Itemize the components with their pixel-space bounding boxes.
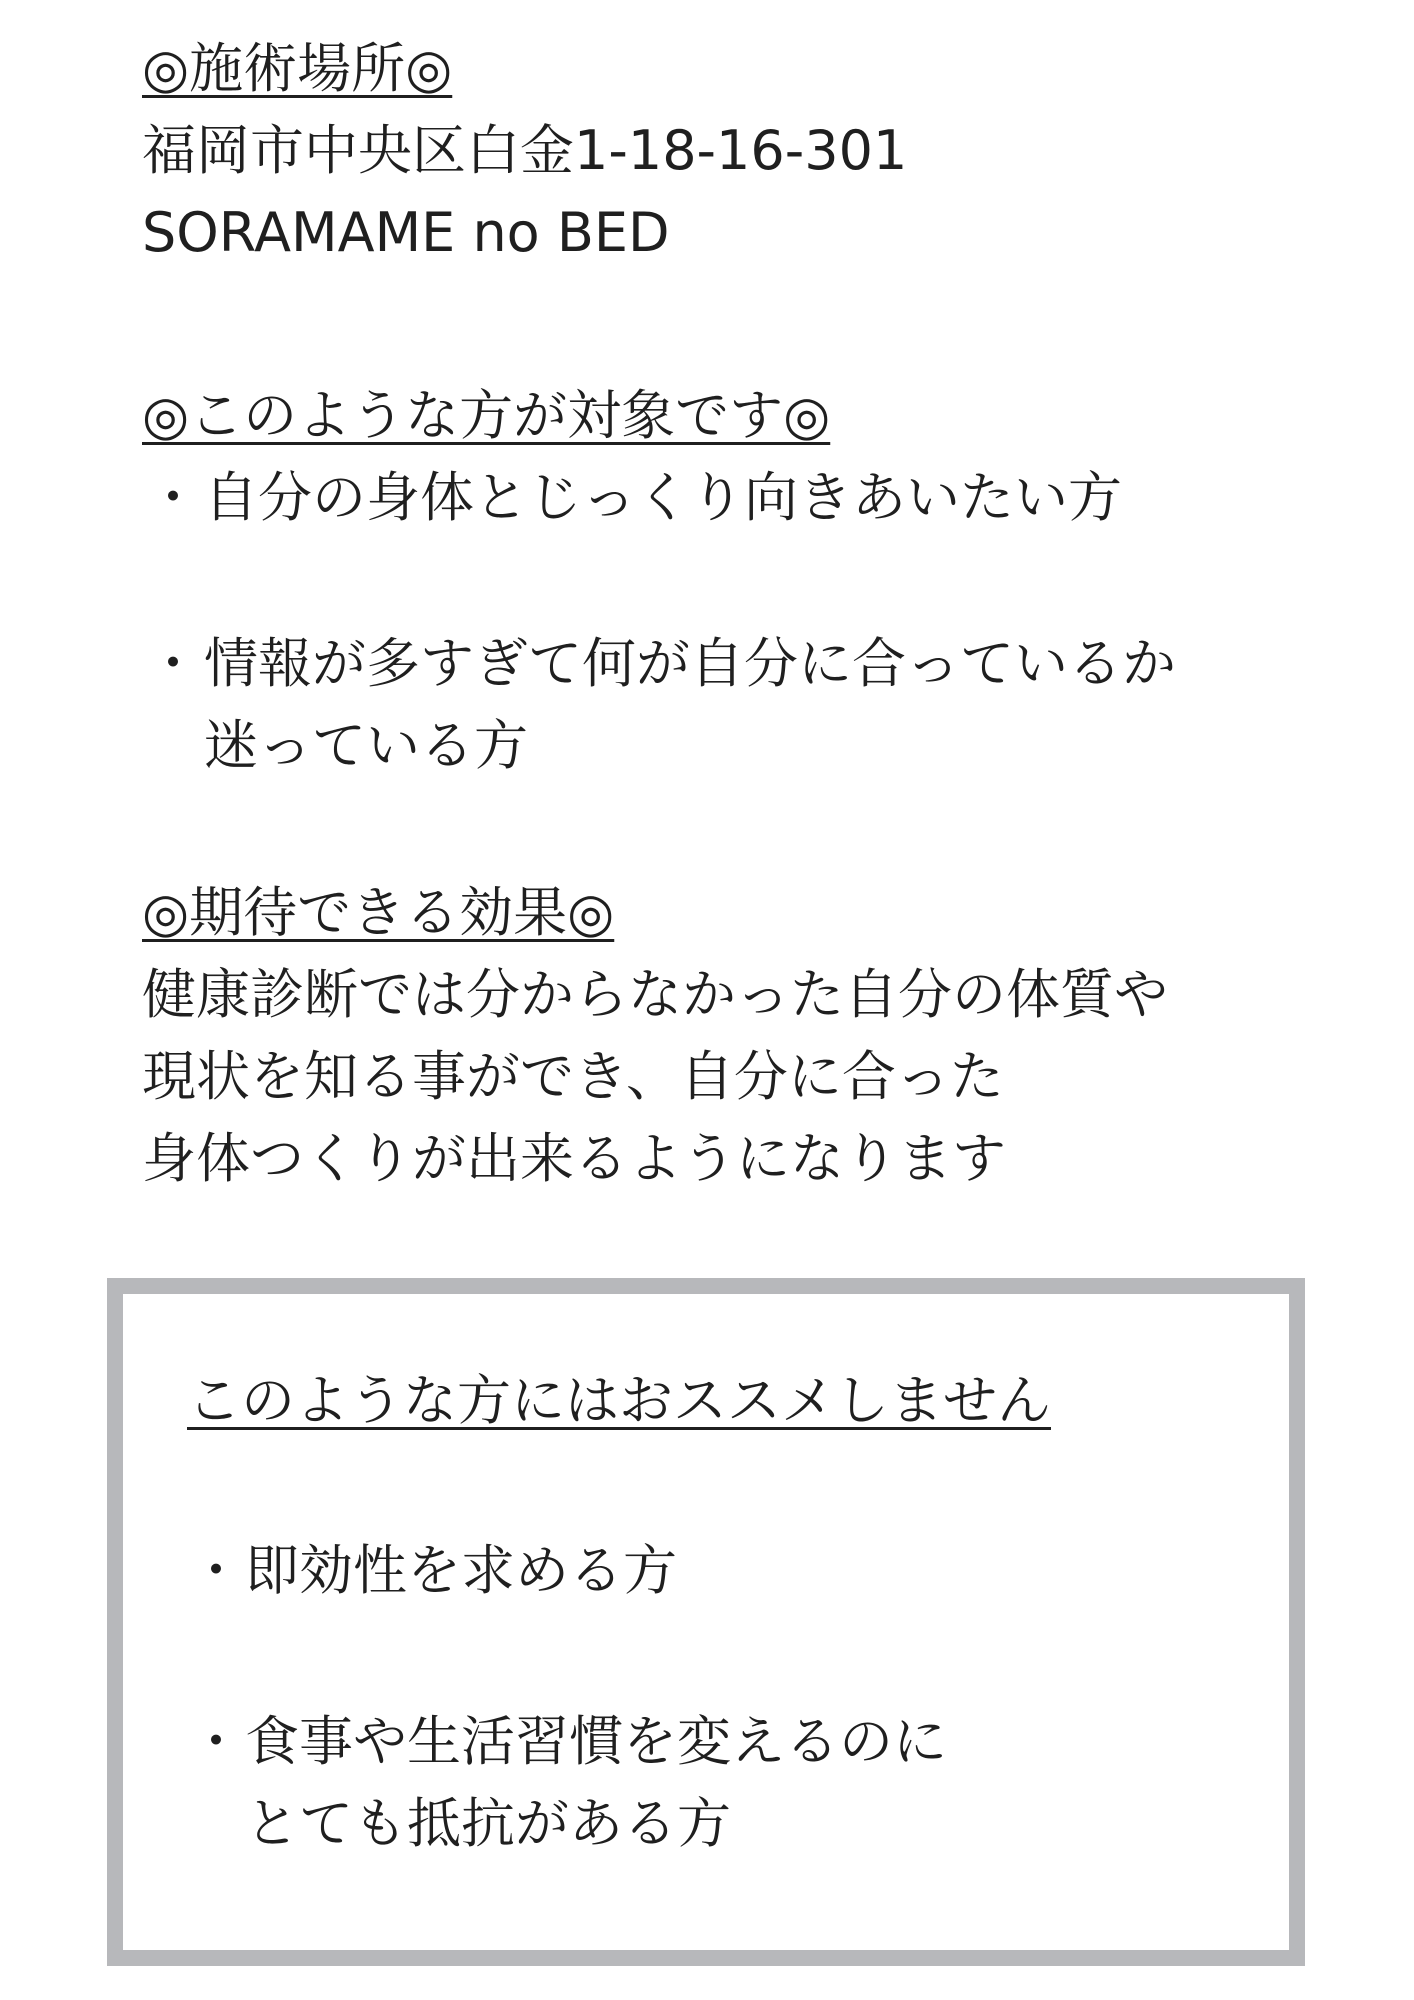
not-recommended-item-2-text [245, 1701, 947, 1865]
target-item-2-line-2: 迷っている方 [204, 714, 528, 777]
location-section [142, 28, 1342, 274]
effect-line-3: 身体つくりが出来るようになります [142, 1127, 1006, 1190]
not-recommended-item-1 [187, 1530, 677, 1612]
bullet-dot: ・ [146, 466, 200, 529]
effect-line-1: 健康診断では分からなかった自分の体質や [142, 963, 1168, 1026]
target-item-1-line-1: 自分の身体とじっくり向きあいたい方 [204, 466, 1122, 529]
target-spacer [142, 539, 1342, 623]
location-address: 福岡市中央区白金1-18-16-301 [142, 119, 908, 182]
effect-line-2: 現状を知る事ができ、自分に合った [142, 1045, 1004, 1108]
not-recommended-item-2-line-1: 食事や生活習慣を変えるのに [245, 1710, 947, 1773]
target-item-2-line-1: 情報が多すぎて何が自分に合っているか [204, 632, 1176, 695]
target-item-1 [142, 457, 1342, 539]
bullet-dot: ・ [146, 632, 200, 695]
not-recommended-item-1-text [245, 1530, 677, 1612]
effect-section [142, 872, 1342, 1200]
not-recommended-box [107, 1278, 1305, 1966]
location-name: SORAMAME no BED [142, 201, 670, 264]
bullet-dot: ・ [189, 1710, 243, 1773]
effect-heading: ◎期待できる効果◎ [142, 881, 615, 944]
location-heading: ◎施術場所◎ [142, 37, 453, 100]
not-recommended-item-1-line-1: 即効性を求める方 [245, 1539, 677, 1602]
target-section [142, 375, 1342, 787]
not-recommended-heading: このような方にはおススメしません [187, 1369, 1051, 1432]
target-item-2 [142, 623, 1342, 787]
not-recommended-item-2-line-2: とても抵抗がある方 [245, 1792, 731, 1855]
target-heading: ◎このような方が対象です◎ [142, 384, 831, 447]
not-recommended-item-2 [187, 1701, 947, 1865]
bullet-dot: ・ [189, 1539, 243, 1602]
target-item-2-text [204, 623, 1176, 787]
target-item-1-text [204, 457, 1122, 539]
